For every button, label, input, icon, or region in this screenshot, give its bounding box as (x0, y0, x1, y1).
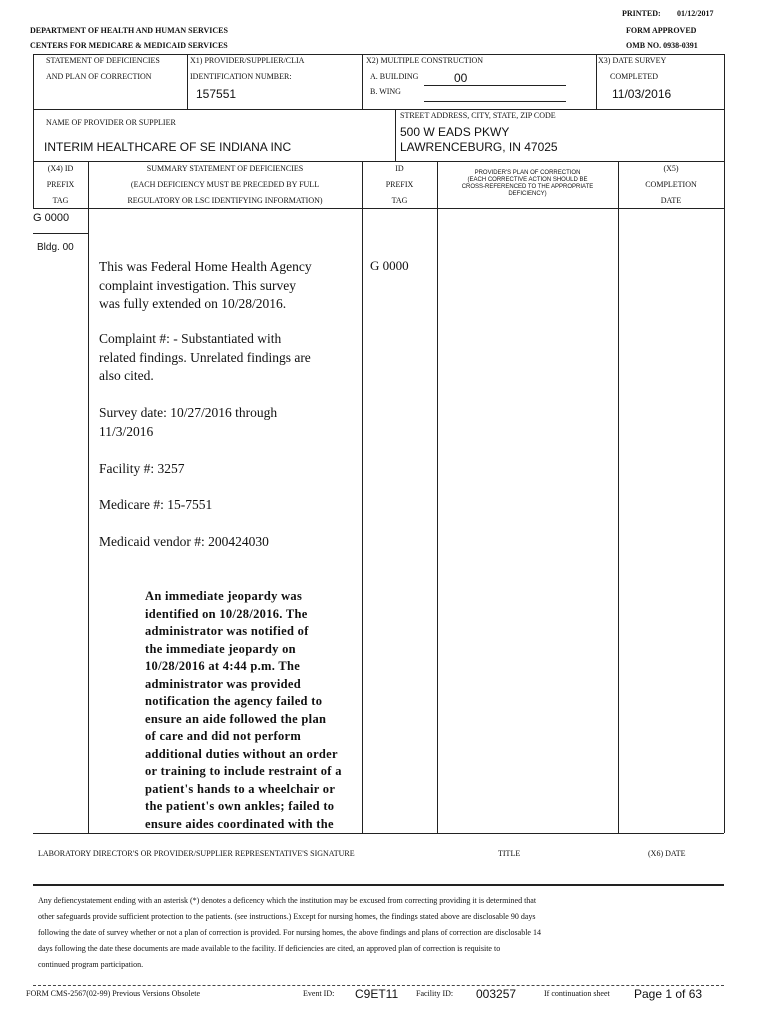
right-tag: G 0000 (370, 258, 409, 273)
disclaimer-text: Any defiencystatement ending with an asterisk (*) denotes a deficency which the institution may be excused from correcting providing it is determined that other safeguards provide sufficient protection to the patients. (see instructions.) Except for nursing homes, the findings stated above are disclosable 90 days following the date of survey whether or not a plan of correction is provided. For nursing homes, the above findings and plans of correction are disclosable 14 days following the date these documents are made available to the facility. If deficiencies are cited, an approved plan of correction is requisite to continued program participation. (38, 896, 541, 969)
building-value: 00 (454, 71, 468, 85)
continuation-label: If continuation sheet (544, 989, 610, 998)
building-tag: Bldg. 00 (37, 242, 74, 253)
form-number: FORM CMS-2567(02-99) Previous Versions Obsolete (26, 989, 201, 998)
address-label: STREET ADDRESS, CITY, STATE, ZIP CODE (400, 111, 556, 120)
x5-header-2: COMPLETION (645, 180, 697, 189)
plan-header-3: CROSS-REFERENCED TO THE APPROPRIATE (461, 184, 594, 190)
x4-header-2: PREFIX (46, 180, 75, 189)
printed-date: 01/12/2017 (677, 9, 714, 18)
x2-label: X2) MULTIPLE CONSTRUCTION (366, 56, 484, 65)
summary-medicaid-vendor: Medicaid vendor #: 200424030 (99, 534, 269, 549)
building-label: A. BUILDING (370, 72, 419, 81)
summary-facility-number: Facility #: 3257 (99, 461, 185, 476)
form-approved-label: FORM APPROVED (626, 26, 697, 35)
statement-label-1: STATEMENT OF DEFICIENCIES (46, 56, 160, 65)
id-header-1: ID (395, 164, 404, 173)
centers-title: CENTERS FOR MEDICARE & MEDICAID SERVICES (30, 41, 228, 50)
title-label: TITLE (498, 849, 521, 858)
summary-paragraph-survey-date: Survey date: 10/27/2016 through 11/3/2016 (99, 405, 278, 439)
provider-id-value: 157551 (196, 87, 237, 101)
x5-header-3: DATE (660, 196, 682, 205)
x1-label: X1) PROVIDER/SUPPLIER/CLIA (190, 56, 305, 65)
x3-label-2: COMPLETED (610, 72, 658, 81)
summary-header-2: (EACH DEFICIENCY MUST BE PRECEDED BY FULL (130, 180, 320, 189)
department-title: DEPARTMENT OF HEALTH AND HUMAN SERVICES (30, 26, 228, 35)
facility-id-value: 003257 (476, 987, 517, 1001)
printed-label: PRINTED: (622, 9, 661, 18)
provider-name-label: NAME OF PROVIDER OR SUPPLIER (46, 118, 176, 127)
summary-paragraph-intro: This was Federal Home Health Agency complaint investigation. This survey was fully extended on 10/28/2016. (99, 259, 312, 311)
statement-label-2: AND PLAN OF CORRECTION (46, 72, 152, 81)
address-line-1: 500 W EADS PKWY (400, 125, 510, 139)
page-number: Page 1 of 63 (634, 987, 703, 1001)
x5-header-1: (X5) (663, 164, 679, 173)
id-header-2: PREFIX (385, 180, 414, 189)
survey-completed-date: 11/03/2016 (612, 87, 672, 101)
left-tag: G 0000 (33, 212, 70, 224)
x3-label: X3) DATE SURVEY (598, 56, 667, 65)
facility-id-label: Facility ID: (416, 989, 454, 998)
x1-label-2: IDENTIFICATION NUMBER: (190, 72, 292, 81)
provider-name: INTERIM HEALTHCARE OF SE INDIANA INC (44, 140, 292, 154)
event-id-value: C9ET11 (355, 987, 399, 1001)
address-line-2: LAWRENCEBURG, IN 47025 (400, 140, 558, 154)
id-header-3: TAG (391, 196, 408, 205)
x4-header-1: (X4) ID (47, 164, 74, 173)
summary-header-1: SUMMARY STATEMENT OF DEFICIENCIES (146, 164, 304, 173)
summary-medicare-number: Medicare #: 15-7551 (99, 497, 213, 512)
x4-header-3: TAG (52, 196, 69, 205)
plan-header-4: DEFICIENCY) (508, 191, 547, 197)
plan-header-2: (EACH CORRECTIVE ACTION SHOULD BE (467, 177, 588, 183)
plan-header (437, 170, 618, 198)
wing-label: B. WING (370, 87, 401, 96)
summary-paragraph-complaint: Complaint #: - Substantiated with related findings. Unrelated findings are also cited. (99, 331, 311, 383)
omb-number: OMB NO. 0938-0391 (626, 41, 698, 50)
signature-label: LABORATORY DIRECTOR'S OR PROVIDER/SUPPLIER REPRESENTATIVE'S SIGNATURE (38, 849, 355, 858)
summary-immediate-jeopardy: An immediate jeopardy was identified on 10/28/2016. The administrator was notified of the immediate jeopardy on 10/28/2016 at 4:44 p.m. The administrator was provided notification the agency failed to ensure an aide followed the plan of care and did not perform additional duties without an order or training to include restraint of a patient's hands to a wheelchair or the patient's own ankles; failed to ensure aides coordinated with the (145, 589, 342, 831)
plan-header-1: PROVIDER'S PLAN OF CORRECTION (474, 170, 581, 176)
signature-date-label: (X6) DATE (648, 849, 686, 858)
event-id-label: Event ID: (303, 989, 335, 998)
summary-header-3: REGULATORY OR LSC IDENTIFYING INFORMATION) (127, 196, 323, 205)
